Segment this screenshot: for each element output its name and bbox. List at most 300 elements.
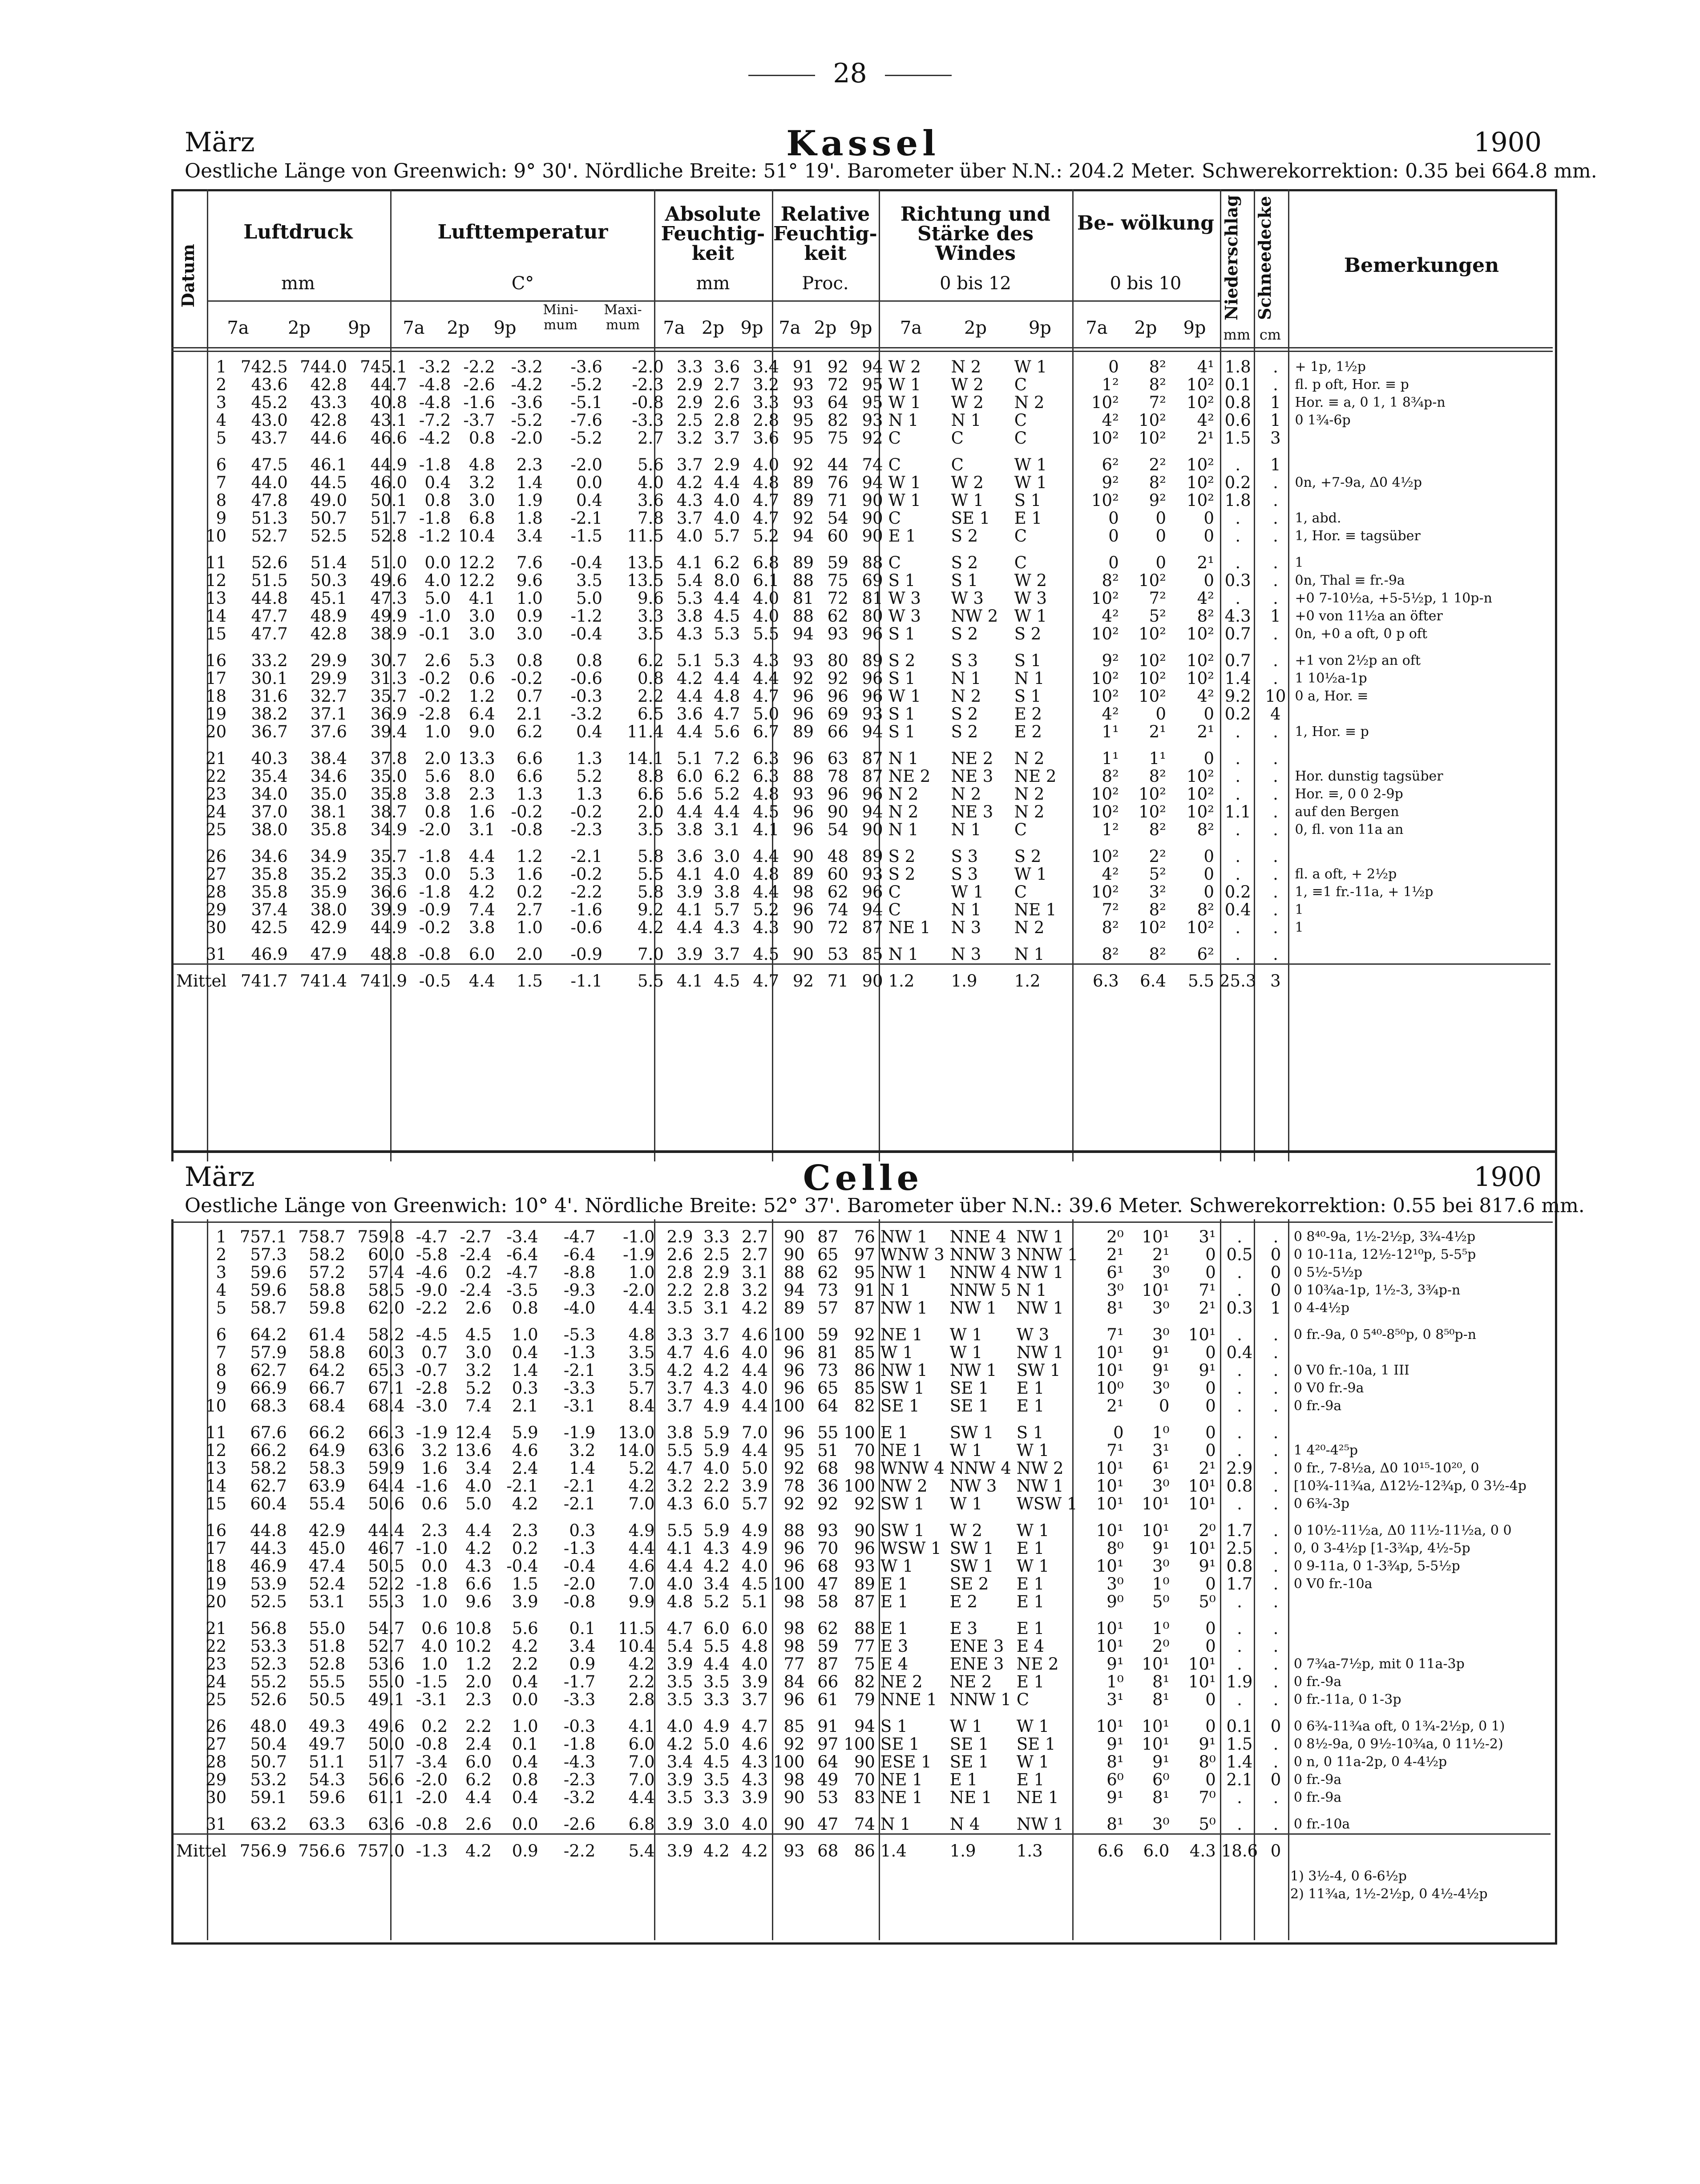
value-cell: NE 3 [951,768,993,785]
value-cell: -1.3 [563,1540,596,1557]
table-row [174,1442,1551,1460]
value-cell: 4.4 [628,1540,655,1557]
value-cell: 44.4 [368,1522,405,1540]
value-cell: 0 [1203,750,1214,768]
value-cell: 6.0 [468,946,495,964]
value-cell: N 1 [951,901,981,919]
value-cell: 0 [1155,510,1167,527]
day-cell: 21 [206,1620,227,1638]
header-schneedecke: Schneedecke [1255,196,1275,320]
value-cell: 59 [817,1638,839,1655]
value-cell: 1 [1270,607,1281,625]
value-cell: 0.7 [421,1344,448,1362]
value-cell: . [1273,590,1278,607]
value-cell: S 1 [888,705,916,723]
value-cell: 13.3 [458,750,495,768]
value-cell: 57.4 [368,1264,405,1282]
day-cell: 30 [206,1789,227,1807]
remark-cell [1291,1834,1551,1868]
value-cell: 93 [854,1557,875,1575]
value-cell: 3 [1259,964,1292,998]
remark-cell: 1 [1295,920,1304,935]
value-cell: 49.1 [368,1691,405,1709]
value-cell: 2.9 [703,1264,730,1282]
value-cell: 0 [1203,572,1214,590]
value-cell: W 1 [949,1718,983,1735]
value-cell: 10¹ [1188,1540,1216,1557]
value-cell: -4.3 [563,1753,596,1771]
value-cell: 8² [1149,358,1167,376]
value-cell: 38.1 [310,803,347,821]
value-cell: 2.5 [676,412,703,429]
value-cell: 71 [816,964,851,998]
value-cell: . [1273,554,1278,572]
remark-cell [1292,456,1551,474]
value-cell: WNW 4 [880,1460,945,1477]
value-cell: 74 [862,456,883,474]
value-cell: -4.8 [419,394,451,412]
value-cell: 46.1 [310,456,347,474]
value-cell: 4.3 [742,1771,768,1789]
value-cell: 60 [827,527,848,545]
value-cell: 44.8 [250,1522,287,1540]
value-cell: . [1235,785,1241,803]
value-cell: 0.1 [512,1735,538,1753]
value-cell: -5.2 [511,412,543,429]
day-cell: 16 [206,652,227,670]
value-cell: 44.3 [250,1540,287,1557]
value-cell: 3⁰ [1106,1282,1124,1299]
value-cell: 4.2 [703,1362,730,1379]
day-cell: 6 [216,1326,227,1344]
remark-cell [1292,946,1551,964]
table-row [174,474,1551,492]
value-cell: 98 [783,1593,805,1611]
value-cell: -0.4 [570,554,602,572]
value-cell: 7.2 [714,750,740,768]
value-cell: 10² [1187,785,1214,803]
remark-cell: 0 8½-9a, 0 9½-10¾a, 0 11½-2) [1293,1736,1503,1752]
value-cell: 6.0 [703,1495,730,1513]
value-cell: 91 [792,358,814,376]
value-cell: 100 [773,1326,805,1344]
value-cell: 5.7 [714,901,740,919]
value-cell: 5.5 [666,1522,693,1540]
value-cell: 7¹ [1106,1442,1124,1460]
value-cell: -2.8 [416,1379,448,1397]
value-cell: N 2 [1014,785,1045,803]
value-cell: -1.5 [416,1673,448,1691]
value-cell: 6.2 [465,1771,492,1789]
table-row [174,1424,1551,1442]
value-cell: C [888,554,901,572]
value-cell: 10⁰ [1096,1379,1124,1397]
value-cell: NE 1 [949,1789,992,1807]
remark-cell: fl. p oft, Hor. ≡ p [1295,377,1409,392]
value-cell: 96 [783,1691,805,1709]
value-cell: -1.8 [419,510,451,527]
value-cell: 4.2 [628,1477,655,1495]
value-cell: 92 [792,456,814,474]
value-cell: -0.4 [563,1557,596,1575]
value-cell: 4.0 [421,1638,448,1655]
value-cell: 30.7 [370,652,408,670]
value-cell: 51.0 [370,554,408,572]
sub-b-9p: 9p [1183,318,1206,338]
day-cell: 1 [216,358,227,376]
value-cell: 0.1 [1226,1718,1253,1735]
value-cell: 4.2 [676,474,703,492]
value-cell: 3.5 [628,1362,655,1379]
value-cell: 59.6 [308,1789,346,1807]
value-cell: C [1014,883,1027,901]
value-cell: W 1 [1016,1557,1050,1575]
value-cell: 96 [792,750,814,768]
sub-p-7a: 7a [227,318,249,338]
value-cell: 61 [817,1691,839,1709]
value-cell: 3.8 [676,607,703,625]
value-cell: 0.0 [512,1691,538,1709]
table-row [174,1264,1551,1282]
value-cell: 0 [1108,510,1119,527]
value-cell: 0.0 [512,1816,538,1834]
value-cell: 5² [1149,866,1167,883]
value-cell: -0.2 [419,688,451,705]
value-cell: C [1014,554,1027,572]
value-cell: 3.5 [666,1299,693,1317]
day-cell: 30 [206,919,227,937]
value-cell: 8¹ [1106,1816,1124,1834]
value-cell: 2.1 [512,1397,538,1415]
value-cell: 4² [1197,412,1214,429]
table-row [174,1379,1551,1397]
value-cell: -9.3 [563,1282,596,1299]
value-cell: 6.0 [676,768,703,785]
value-cell: 3.8 [666,1424,693,1442]
value-cell: 5.4 [598,1834,657,1868]
value-cell: E 3 [949,1620,978,1638]
value-cell: 9¹ [1199,1362,1216,1379]
value-cell: -3.6 [511,394,543,412]
value-cell: 2.2 [637,688,664,705]
value-cell: 7⁰ [1199,1789,1216,1807]
value-cell: 47 [817,1575,839,1593]
value-cell: 92 [782,964,816,998]
value-cell: . [1237,1655,1242,1673]
value-cell: 0 [1260,1834,1291,1868]
value-cell: 4.0 [714,866,740,883]
value-cell: 58.2 [368,1326,405,1344]
value-cell: 10² [1091,785,1119,803]
value-cell: W 3 [888,590,921,607]
value-cell: 96 [862,883,883,901]
value-cell: NW 1 [1016,1477,1064,1495]
value-cell: 35.7 [370,848,408,866]
value-cell: 1.9 [1226,1673,1253,1691]
value-cell: 43.6 [251,376,288,394]
value-cell: 3.7 [666,1379,693,1397]
value-cell: 46.7 [368,1540,405,1557]
value-cell: 34.0 [251,785,288,803]
value-cell: 3.8 [468,919,495,937]
remark-cell: 0 7¾a-7½p, mit 0 11a-3p [1293,1656,1465,1672]
value-cell: W 1 [888,688,921,705]
value-cell: 10¹ [1096,1344,1124,1362]
value-cell: 4.7 [666,1460,693,1477]
value-cell: 4.0 [753,456,779,474]
value-cell: S 1 [888,572,916,590]
value-cell: 4.1 [628,1718,655,1735]
value-cell: E 1 [880,1620,909,1638]
table-row [174,1718,1551,1735]
value-cell: 2.1 [1226,1771,1253,1789]
value-cell: . [1235,527,1241,545]
value-cell: 4.6 [512,1442,538,1460]
sub-t-min: Mini- mum [543,302,578,333]
remark-cell: 0 a, Hor. ≡ [1295,688,1369,704]
value-cell: 10¹ [1096,1522,1124,1540]
value-cell: 3.5 [666,1789,693,1807]
value-cell: 52.7 [368,1638,405,1655]
value-cell: 2.2 [666,1282,693,1299]
value-cell: 0.0 [424,866,451,883]
value-cell: 59.8 [308,1299,346,1317]
table-row [174,1522,1551,1540]
value-cell: 8² [1149,946,1167,964]
value-cell: 2.1 [517,705,543,723]
value-cell: 60 [827,866,848,883]
value-cell: 36.7 [251,723,288,741]
value-cell: W 1 [1014,358,1047,376]
value-cell: 51.8 [308,1638,346,1655]
value-cell: 3.6 [753,429,779,447]
value-cell: NW 3 [949,1477,997,1495]
value-cell: E 1 [1016,1575,1045,1593]
value-cell: 90 [792,848,814,866]
value-cell: . [1237,1264,1242,1282]
table-row [174,1495,1551,1513]
value-cell: 0.7 [517,688,543,705]
value-cell: -2.0 [419,821,451,839]
value-cell: W 1 [949,1326,983,1344]
value-cell: 51.7 [368,1753,405,1771]
remark-cell: 0n, Thal ≡ fr.-9a [1295,573,1405,588]
value-cell: 43.7 [251,429,288,447]
sub-t-max: Maxi- mum [604,302,642,333]
value-cell: 70 [854,1442,875,1460]
value-cell: 61.4 [308,1326,346,1344]
value-cell: 92 [783,1735,805,1753]
value-cell: 87 [817,1228,839,1246]
value-cell: E 2 [1014,723,1042,741]
value-cell: 4.4 [676,803,703,821]
value-cell: 1.9 [947,1834,1014,1868]
value-cell: 3⁰ [1106,1575,1124,1593]
value-cell: -3.2 [419,358,451,376]
value-cell: 1.2 [465,1655,492,1673]
value-cell: 3.0 [714,848,740,866]
value-cell: 52.7 [251,527,288,545]
value-cell: -1.0 [419,607,451,625]
value-cell: NW 2 [1016,1460,1064,1477]
value-cell: 9.9 [628,1593,655,1611]
value-cell: S 2 [1014,848,1042,866]
value-cell: 0.4 [424,474,451,492]
value-cell: 98 [783,1638,805,1655]
day-cell: 1 [216,1228,227,1246]
value-cell: 1.2 [468,688,495,705]
value-cell: 4.9 [703,1397,730,1415]
remark-cell: Hor. ≡, 0 0 2-9p [1295,786,1403,802]
value-cell: 13.5 [627,572,664,590]
value-cell: WSW 1 [1016,1495,1078,1513]
value-cell: 64.2 [308,1362,346,1379]
value-cell: NW 2 [880,1477,928,1495]
value-cell: 68.3 [250,1397,287,1415]
value-cell: 10² [1139,412,1167,429]
value-cell: 1.2 [886,964,949,998]
value-cell: 89 [792,866,814,883]
value-cell: 58.2 [250,1460,287,1477]
value-cell: 10² [1139,785,1167,803]
value-cell: SW 1 [880,1522,925,1540]
value-cell: 68 [817,1557,839,1575]
value-cell: 2¹ [1106,1397,1124,1415]
value-cell: -1.7 [563,1673,596,1691]
table-row [174,1557,1551,1575]
value-cell: W 1 [1014,474,1047,492]
value-cell: 0.4 [576,723,602,741]
value-cell: 9.6 [637,590,664,607]
value-cell: 5⁰ [1152,1593,1170,1611]
value-cell: 10² [1139,688,1167,705]
value-cell: 50.0 [368,1735,405,1753]
value-cell: 4.4 [676,919,703,937]
value-cell: C [1014,821,1027,839]
value-cell: SW 1 [880,1495,925,1513]
value-cell: 95 [783,1442,805,1460]
value-cell: -0.2 [570,803,602,821]
day-cell: 5 [216,429,227,447]
value-cell: -3.2 [570,705,602,723]
value-cell: E 1 [888,527,916,545]
value-cell: 8² [1149,821,1167,839]
value-cell: 73 [817,1362,839,1379]
value-cell: N 2 [951,688,981,705]
value-cell: 51 [817,1442,839,1460]
value-cell: 3.2 [465,1362,492,1379]
value-cell: 5.2 [576,768,602,785]
value-cell: SE 1 [1016,1735,1056,1753]
value-cell: 69 [827,705,848,723]
value-cell: 58.3 [308,1460,346,1477]
value-cell: . [1273,1789,1279,1807]
value-cell: 64 [817,1397,839,1415]
value-cell: W 2 [951,376,984,394]
value-cell: 0 [1205,1718,1216,1735]
value-cell: 5.7 [628,1379,655,1397]
value-cell: 6.3 [1074,964,1122,998]
value-cell: 46.6 [370,429,408,447]
value-cell: 98 [783,1620,805,1638]
value-cell: 12.2 [458,572,495,590]
value-cell: 4.3 [465,1557,492,1575]
day-cell: 3 [216,1264,227,1282]
value-cell: 5.2 [628,1460,655,1477]
value-cell: 34.6 [251,848,288,866]
value-cell: 5.2 [753,901,779,919]
value-cell: 88 [792,768,814,785]
value-cell: NW 1 [880,1228,928,1246]
value-cell: 0 [1203,527,1214,545]
value-cell: 3.3 [703,1691,730,1709]
value-cell: 4.8 [714,688,740,705]
value-cell: -5.8 [416,1246,448,1264]
value-cell: 88 [783,1522,805,1540]
value-cell: 10¹ [1142,1718,1170,1735]
value-cell: 37.4 [251,901,288,919]
value-cell: 10.4 [458,527,495,545]
value-cell: 3.2 [421,1442,448,1460]
value-cell: 10² [1091,688,1119,705]
sub-p-2p: 2p [287,318,311,338]
value-cell: 62.7 [250,1362,287,1379]
day-cell: 18 [206,688,227,705]
sub-a-2p: 2p [701,318,725,338]
day-cell: 14 [206,607,227,625]
value-cell: 4² [1102,607,1119,625]
value-cell: 4.2 [666,1362,693,1379]
celle-header [171,1158,1585,1219]
value-cell: 10² [1187,625,1214,643]
value-cell: C [1014,429,1027,447]
day-cell: 28 [206,1753,227,1771]
value-cell: 90 [862,821,883,839]
mean-row [174,964,1551,998]
value-cell: 756.9 [229,1834,290,1868]
value-cell: 7.0 [628,1575,655,1593]
value-cell: 1.9 [949,964,1012,998]
value-cell: 4.4 [742,1362,768,1379]
value-cell: 5.8 [637,848,664,866]
value-cell: 2.4 [512,1460,538,1477]
value-cell: -2.1 [506,1477,538,1495]
value-cell: 5.0 [703,1735,730,1753]
value-cell: 95 [792,412,814,429]
value-cell: 6.0 [742,1620,768,1638]
value-cell: 10² [1187,803,1214,821]
value-cell: -3.6 [570,358,602,376]
value-cell: 89 [792,474,814,492]
value-cell: 73 [817,1282,839,1299]
value-cell: 7.0 [628,1753,655,1771]
value-cell: 87 [817,1655,839,1673]
value-cell: 90 [783,1228,805,1246]
value-cell: 3.2 [676,429,703,447]
value-cell: 0.9 [494,1834,541,1868]
value-cell: 3.3 [637,607,664,625]
day-cell: 17 [206,1540,227,1557]
value-cell: 4.4 [753,670,779,688]
value-cell: NE 3 [951,803,993,821]
value-cell: 58.2 [308,1246,346,1264]
value-cell: -3.1 [563,1397,596,1415]
value-cell: . [1235,768,1241,785]
value-cell: 3.6 [676,705,703,723]
value-cell: 100 [844,1735,875,1753]
value-cell: 52.3 [250,1655,287,1673]
value-cell: 38.2 [251,705,288,723]
